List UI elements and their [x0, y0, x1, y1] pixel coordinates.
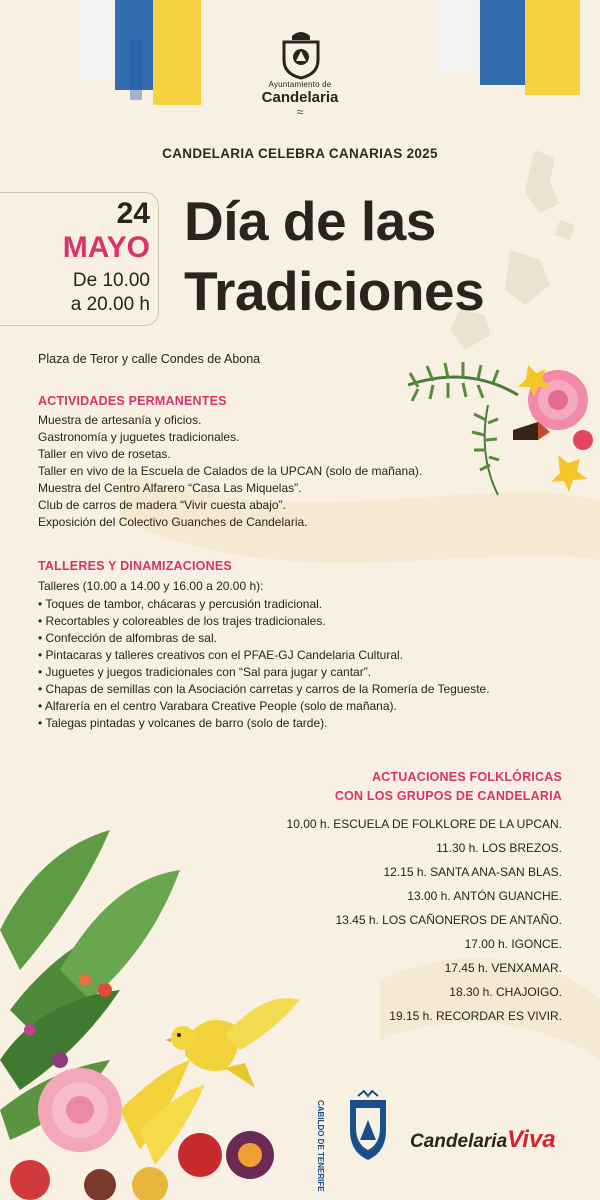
performance-item: 11.30 h. LOS BREZOS. [436, 841, 562, 855]
list-item: • Talegas pintadas y volcanes de barro (solo de tarde). [38, 716, 328, 730]
permanent-activities-title: ACTIVIDADES PERMANENTES [38, 394, 227, 408]
performance-item: 17.00 h. IGONCE. [464, 937, 562, 951]
list-item: • Juguetes y juegos tradicionales con “Sal para jugar y cantar”. [38, 665, 372, 679]
performance-item: 17.45 h. VENXAMAR. [444, 961, 562, 975]
council-shield-logo-icon [270, 28, 332, 80]
performance-item: 13.45 h. LOS CAÑONEROS DE ANTAÑO. [335, 913, 562, 927]
event-day: 24 [116, 197, 150, 230]
list-item: • Pintacaras y talleres creativos con el PFAE-GJ Candelaria Cultural. [38, 648, 404, 662]
event-time-from: De 10.00 [72, 270, 150, 291]
brand-logo [410, 1126, 556, 1154]
list-item: Exposición del Colectivo Guanches de Candelaria. [38, 515, 308, 529]
event-venue: Plaza de Teror y calle Condes de Abona [38, 352, 261, 366]
council-name: Candelaria [261, 89, 339, 106]
wave-mark-icon: ≈ [296, 105, 304, 119]
council-label: Ayuntamiento de [268, 80, 332, 89]
list-item: • Chapas de semillas con la Asociación carretas y carros de la Romería de Tegueste. [38, 682, 490, 696]
list-item: Club de carros de madera “Vivir cuesta abajo”. [38, 498, 286, 512]
brand-main: Candelaria [410, 1131, 508, 1152]
list-item: • Alfarería en el centro Varabara Creative People (solo de mañana). [38, 699, 397, 713]
list-item: • Recortables y coloreables de los trajes tradicionales. [38, 614, 326, 628]
list-item: • Toques de tambor, chácaras y percusión tradicional. [38, 597, 323, 611]
workshops-title: TALLERES Y DINAMIZACIONES [38, 559, 232, 573]
event-month: MAYO [62, 231, 150, 264]
event-title-line2: Tradiciones [184, 260, 485, 322]
islands-map-icon [440, 140, 590, 360]
performances-title-line1: ACTUACIONES FOLKLÓRICAS [371, 770, 562, 784]
performances-title-line2: CON LOS GRUPOS DE CANDELARIA [334, 789, 562, 803]
list-item: Taller en vivo de rosetas. [38, 447, 171, 461]
event-series-title: CANDELARIA CELEBRA CANARIAS 2025 [162, 146, 438, 161]
canary-flag-right-brushstroke-icon [430, 0, 600, 95]
performance-item: 12.15 h. SANTA ANA-SAN BLAS. [383, 865, 562, 879]
performance-item: 18.30 h. CHAJOIGO. [449, 985, 562, 999]
list-item: Taller en vivo de la Escuela de Calados de la UPCAN (solo de mañana). [38, 464, 423, 478]
list-item: Muestra de artesanía y oficios. [38, 413, 202, 427]
cabildo-label: CABILDO DE TENERIFE [316, 1100, 325, 1192]
brand-accent: Viva [507, 1126, 556, 1153]
list-item: • Confección de alfombras de sal. [38, 631, 217, 645]
canary-bird-icon [165, 980, 305, 1095]
list-item: Gastronomía y juguetes tradicionales. [38, 430, 240, 444]
flowers-decoration-icon [398, 345, 600, 520]
cabildo-shield-logo-icon [338, 1090, 408, 1170]
event-time-to: a 20.00 h [70, 294, 150, 315]
performance-item: 10.00 h. ESCUELA DE FOLKLORE DE LA UPCAN. [286, 817, 562, 831]
list-item: Muestra del Centro Alfarero “Casa Las Miquelas”. [38, 481, 302, 495]
canary-flag-brushstroke-icon [70, 0, 230, 110]
performance-item: 19.15 h. RECORDAR ES VIVIR. [389, 1009, 562, 1023]
workshops-intro: Talleres (10.00 a 14.00 y 16.00 a 20.00 h): [38, 579, 264, 593]
event-title-line1: Día de las [184, 190, 436, 252]
performance-item: 13.00 h. ANTÓN GUANCHE. [407, 889, 562, 903]
